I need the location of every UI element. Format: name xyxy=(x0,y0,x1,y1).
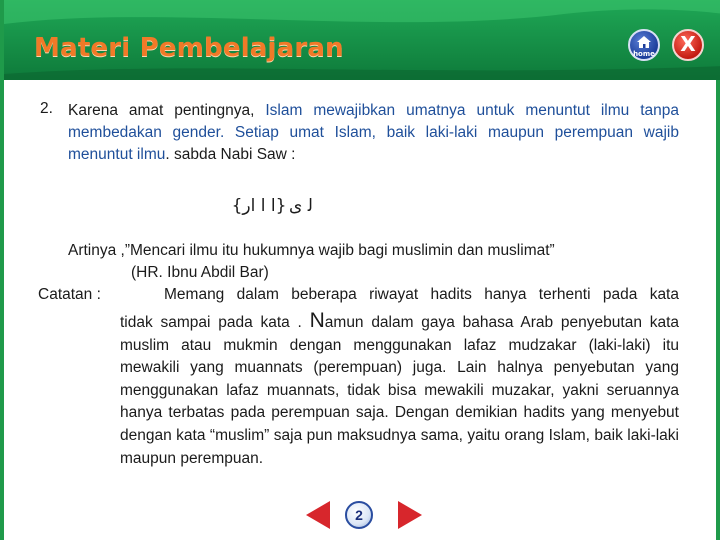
next-arrow-icon[interactable] xyxy=(398,501,422,529)
home-button[interactable] xyxy=(628,29,660,61)
arabic-hadith-text: {ا ا ار} xyxy=(231,196,287,216)
home-icon xyxy=(636,35,652,49)
hadith-source: (HR. Ibnu Abdil Bar) xyxy=(131,264,269,281)
note-first-line: Memang dalam beberapa riwayat hadits hanya terhenti pada kata xyxy=(164,286,679,303)
header-bar xyxy=(4,0,720,80)
pager xyxy=(304,494,424,534)
prev-arrow-icon[interactable] xyxy=(306,501,330,529)
arabic-side-text: ﻟ ﻯ xyxy=(289,196,313,216)
home-label: home xyxy=(633,50,655,58)
main-paragraph xyxy=(68,100,679,166)
note-body-initial: N xyxy=(309,309,325,332)
close-button[interactable]: X xyxy=(672,29,704,61)
note-body-pre: tidak sampai pada kata . xyxy=(120,314,310,331)
note-body-post: amun dalam gaya bahasa Arab penyebutan kata muslim atau mukmin dengan menggunakan lafaz mudzakar (laki-laki) itu mewakili yang muannats (perempuan) juga. Lain halnya penyebutan yang menggunakan lafaz muannats, tidak bisa mewakili muzakar, yakni seruannya hanya terbatas pada perempuan saja. Dengan demikian hadits yang menyebut dengan kata “muslim” saja pun maksudnya sama, yaitu orang Islam, baik laki-laki maupun perempuan. xyxy=(120,314,680,467)
note-label: Catatan : xyxy=(38,286,101,303)
translation-text: Artinya ,”Mencari ilmu itu hukumnya wajib bagi muslimin dan muslimat” xyxy=(68,242,555,259)
para-highlight: Islam mewajibkan umatnya untuk menuntut ilmu tanpa membedakan gender. Setiap umat Islam, baik laki-laki maupun perempuan wajib menuntut ilmu xyxy=(68,102,679,163)
content-area xyxy=(4,80,720,540)
para-text-2: . sabda Nabi Saw : xyxy=(165,146,296,163)
para-text-1: Karena amat pentingnya, xyxy=(68,102,266,119)
page-number-badge: 2 xyxy=(345,501,373,529)
page-title: Materi Pembelajaran xyxy=(34,33,344,63)
item-number: 2. xyxy=(40,100,53,117)
note-body xyxy=(120,310,679,470)
